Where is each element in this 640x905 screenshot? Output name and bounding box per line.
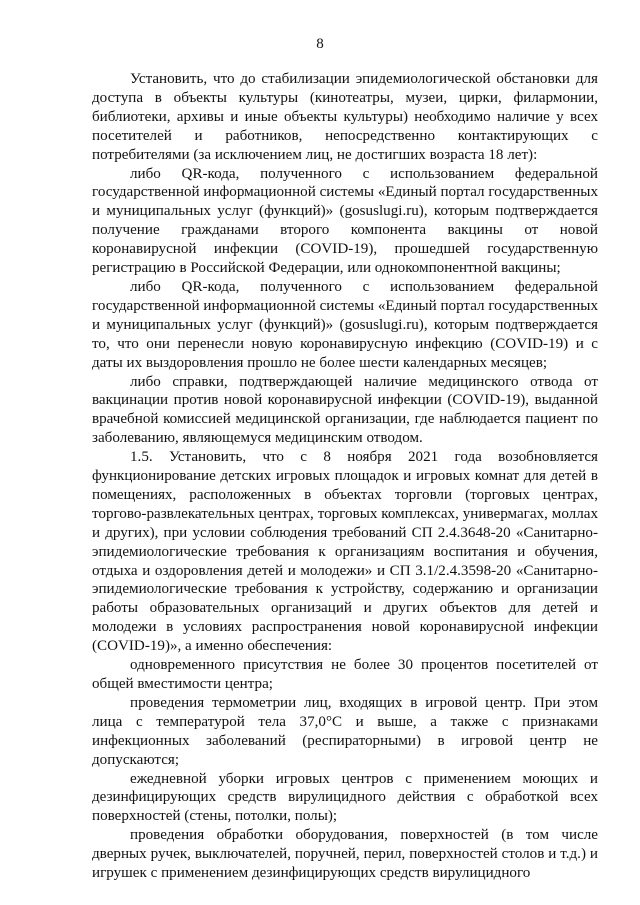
paragraph-1-5-playgrounds: 1.5. Установить, что с 8 ноября 2021 года возобновляется функционирование детских игровых площадок и игровых комнат для детей в помещениях, расположенных в объектах торговли (торговых центрах, торгово-развлекательных центрах, торговых комплексах, универмагах, моллах и других), при условии соблюдения требований СП 2.4.3648-20 «Санитарно-эпидемиологические требования к организациям воспитания и обучения, отдыха и оздоровления детей и молодежи» и СП 3.1/2.4.3598-20 «Санитарно-эпидемиологические требования к устройству, содержанию и организации работы образовательных организаций и других объектов для детей и молодежи в условиях распространения новой коронавирусной инфекции (COVID-19)», а именно обеспечения:: [92, 449, 598, 655]
document-body: [92, 70, 598, 883]
paragraph-occupancy: одновременного присутствия не более 30 процентов посетителей от общей вместимости центра;: [92, 657, 598, 692]
paragraph-daily-cleaning: ежедневной уборки игровых центров с применением моющих и дезинфицирующих средств вирулицидного действия с обработкой всех поверхностей (стены, потолки, полы);: [92, 770, 598, 825]
paragraph-equipment-disinfection: проведения обработки оборудования, поверхностей (в том числе дверных ручек, выключателей, поручней, перил, поверхностей столов и т.д.) и игрушек с применением дезинфицирующих средств вирулицидного: [92, 827, 598, 882]
paragraph-qr-vaccination: либо QR-кода, полученного с использованием федеральной государственной информационной системы «Единый портал государственных и муниципальных услуг (функций)» (gosuslugi.ru), которым подтверждается получение гражданами второго компонента вакцины от новой коронавирусной инфекции (COVID-19), прошедшей государственную регистрацию в Российской Федерации, или однокомпонентной вакцины;: [92, 165, 598, 277]
paragraph-culture-access: Установить, что до стабилизации эпидемиологической обстановки для доступа в объекты культуры (кинотеатры, музеи, цирки, филармонии, библиотеки, архивы и иные объекты культуры) необходимо наличие у всех посетителей и работников, непосредственно контактирующих с потребителями (за исключением лиц, не достигших возраста 18 лет):: [92, 71, 598, 163]
page-number: 8: [316, 36, 324, 52]
paragraph-medical-exemption: либо справки, подтверждающей наличие медицинского отвода от вакцинации против новой коронавирусной инфекции (COVID-19), выданной врачебной комиссией медицинской организации, где наблюдается пациент по заболеванию, являющемуся медицинским отводом.: [92, 373, 598, 447]
paragraph-qr-recovery: либо QR-кода, полученного с использованием федеральной государственной информационной системы «Единый портал государственных и муниципальных услуг (функций)» (gosuslugi.ru), которым подтверждается то, что они перенесли новую коронавирусную инфекцию (COVID-19) и с даты их выздоровления прошло не более шести календарных месяцев;: [92, 278, 598, 371]
paragraph-thermometry: проведения термометрии лиц, входящих в игровой центр. При этом лица с температурой тела 37,0°С и выше, а также с признаками инфекционных заболеваний (респираторными) в игровой центр не допускаются;: [92, 694, 598, 768]
